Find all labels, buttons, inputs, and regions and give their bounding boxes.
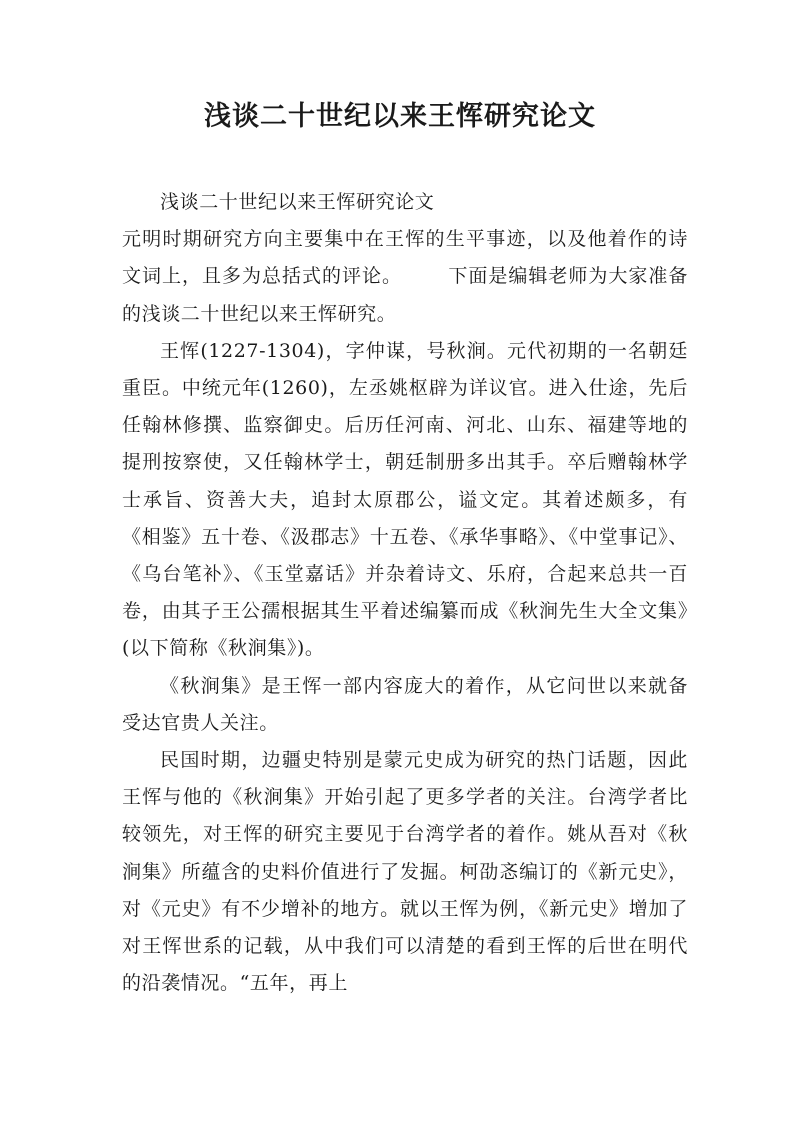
paragraph-subtitle: 浅谈二十世纪以来王恽研究论文	[160, 191, 435, 213]
document-title: 浅谈二十世纪以来王恽研究论文	[204, 101, 596, 132]
paragraph-intro	[122, 221, 688, 333]
paragraph-republican-era: 民国时期，边疆史特别是蒙元史成为研究的热门话题，因此王恽与他的《秋涧集》开始引起了更多学者的关注。台湾学者比较领先，对王恽的研究主要见于台湾学者的着作。姚从吾对《秋涧集》所蕴含的史料价值进行了发掘。柯劭忞编订的《新元史》，对《元史》有不少增补的地方。就以王恽为例，《新元史》增加了对王恽世系的记载，从中我们可以清楚的看到王恽的后世在明代的沿袭情况。“五年，再上	[122, 749, 688, 995]
paragraph-intro-text: 元明时期研究方向主要集中在王恽的生平事迹，以及他着作的诗文词上，且多为总括式的评论。	[122, 228, 688, 288]
paragraph-qiujianji: 《秋涧集》是王恽一部内容庞大的着作，从它问世以来就备受达官贵人关注。	[122, 674, 688, 734]
paragraph-intro-editor-note: 下面是编辑老师为大家准备的浅谈二十世纪以来王恽研究。	[122, 265, 688, 325]
document-body	[122, 184, 688, 1002]
paragraph-biography: 王恽(1227-1304)，字仲谋，号秋涧。元代初期的一名朝廷重臣。中统元年(1260)，左丞姚枢辟为详议官。进入仕途，先后任翰林修撰、监察御史。后历任河南、河北、山东、福建等地的提刑按察使，又任翰林学士，朝廷制册多出其手。卒后赠翰林学士承旨、资善大夫，追封太原郡公，谥文定。其着述颇多，有《相鉴》五十卷、《汲郡志》十五卷、《承华事略》、《中堂事记》、《乌台笔补》、《玉堂嘉话》并杂着诗文、乐府，合起来总共一百卷，由其子王公孺根据其生平着述编纂而成《秋涧先生大全文集》(以下简称《秋涧集》)。	[122, 339, 688, 660]
